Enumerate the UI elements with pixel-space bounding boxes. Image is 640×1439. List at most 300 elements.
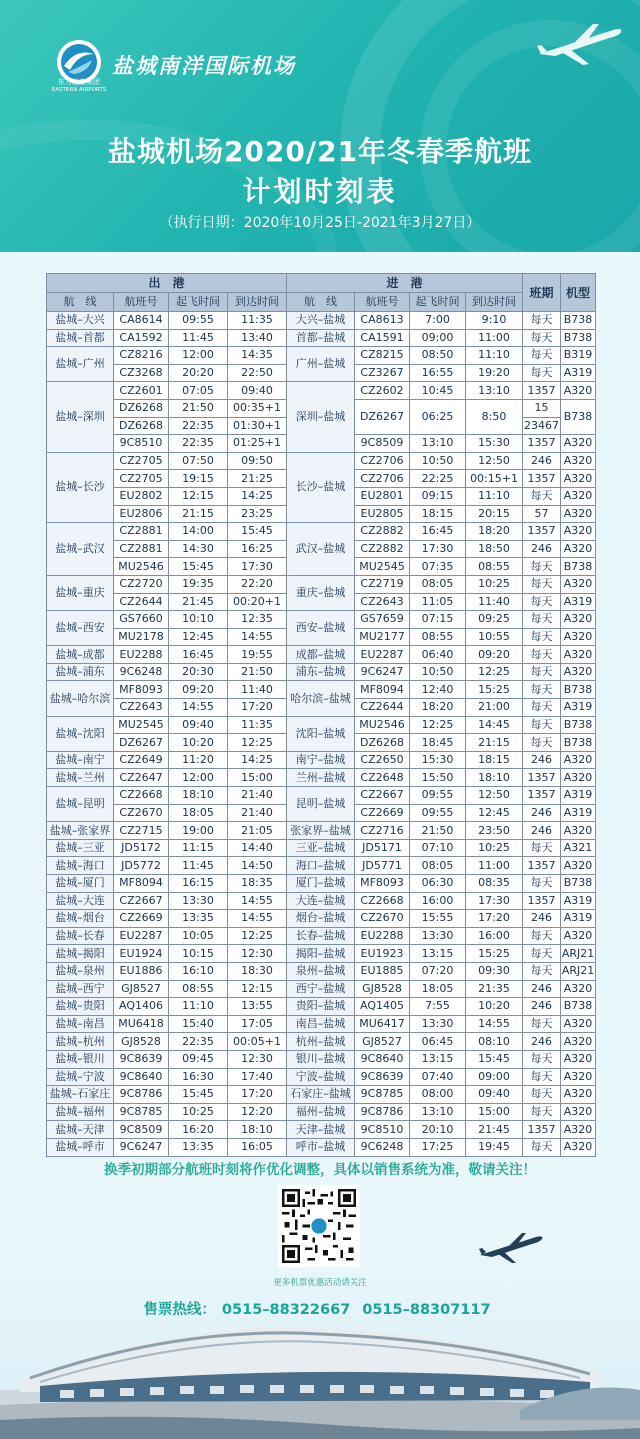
out-arr-time: 14:55 [228, 892, 287, 910]
schedule-days: 每天 [523, 487, 561, 505]
table-row [47, 1068, 596, 1086]
out-flight-number: CZ2667 [114, 892, 169, 910]
out-arr-time: 22:50 [228, 364, 287, 382]
out-dep-time: 10:15 [169, 945, 228, 963]
aircraft-type: A320 [561, 1050, 596, 1068]
out-arr-time: 11:35 [228, 716, 287, 734]
airplane-icon [478, 1225, 544, 1265]
out-dep-time: 18:05 [169, 804, 228, 822]
table-row [47, 575, 596, 593]
flight-schedule-table [46, 273, 596, 1157]
out-dep-time: 13:35 [169, 910, 228, 928]
out-flight-number: AQ1406 [114, 998, 169, 1016]
logo-caption [46, 78, 112, 94]
out-flight-number: EU1886 [114, 962, 169, 980]
out-flight-number: CZ2705 [114, 452, 169, 470]
out-flight-number: CZ2670 [114, 804, 169, 822]
out-route: 盐城–大连 [47, 892, 114, 910]
aircraft-type: A320 [561, 435, 596, 453]
in-dep-time: 17:30 [410, 540, 466, 558]
schedule-days: 每天 [523, 312, 561, 330]
schedule-days: 每天 [523, 575, 561, 593]
schedule-days: 每天 [523, 734, 561, 752]
aircraft-type: A320 [561, 523, 596, 541]
aircraft-type-header: 机型 [561, 274, 596, 312]
out-dep-time: 10:20 [169, 734, 228, 752]
aircraft-type: A319 [561, 892, 596, 910]
out-arr-time: 13:40 [228, 329, 287, 347]
aircraft-type: A320 [561, 663, 596, 681]
out-route: 盐城–深圳 [47, 382, 114, 452]
logo-caption-cn: 东方航空集团 [58, 78, 100, 86]
in-dep-time: 18:15 [410, 505, 466, 523]
out-arr-time: 01:30+1 [228, 417, 287, 435]
table-row [47, 839, 596, 857]
in-arr-time: 12:45 [466, 804, 523, 822]
aircraft-type: B738 [561, 998, 596, 1016]
in-route: 石家庄–盐城 [287, 1086, 355, 1104]
out-dep-time: 11:45 [169, 857, 228, 875]
out-arr-time: 14:25 [228, 751, 287, 769]
out-route: 盐城–南昌 [47, 1015, 114, 1033]
in-dep-time: 06:45 [410, 1033, 466, 1051]
out-route: 盐城–石家庄 [47, 1086, 114, 1104]
header-banner [0, 0, 640, 252]
out-arr-time: 21:05 [228, 822, 287, 840]
in-flight-number: EU2805 [355, 505, 410, 523]
out-arr-time: 14:55 [228, 910, 287, 928]
in-arr-time: 18:50 [466, 540, 523, 558]
in-flight-number: JD5771 [355, 857, 410, 875]
schedule-days: 每天 [523, 1103, 561, 1121]
out-flight-number: CZ8216 [114, 347, 169, 365]
in-route: 宁波–盐城 [287, 1068, 355, 1086]
in-arr-time: 10:25 [466, 575, 523, 593]
in-flight-number: CZ3267 [355, 364, 410, 382]
out-flight-number: 9C8510 [114, 435, 169, 453]
out-dep-time: 12:15 [169, 487, 228, 505]
in-route: 深圳–盐城 [287, 382, 355, 452]
schedule-days: 1357 [523, 1121, 561, 1139]
table-row [47, 523, 596, 541]
schedule-days: 246 [523, 804, 561, 822]
in-flight-number: MF8094 [355, 681, 410, 699]
out-arr-time: 18:10 [228, 1121, 287, 1139]
table-row [47, 1121, 596, 1139]
schedule-days: 每天 [523, 962, 561, 980]
out-dep-time: 22:35 [169, 417, 228, 435]
in-arr-time: 15:25 [466, 945, 523, 963]
in-route: 浦东–盐城 [287, 663, 355, 681]
ticket-hotline [0, 1298, 640, 1319]
out-flight-number: EU2802 [114, 487, 169, 505]
col-dep-time-out: 起飞时间 [169, 293, 228, 312]
out-dep-time: 16:20 [169, 1121, 228, 1139]
col-arr-time-in: 到达时间 [466, 293, 523, 312]
in-route: 西宁–盐城 [287, 980, 355, 998]
out-arr-time: 17:30 [228, 558, 287, 576]
aircraft-type: A320 [561, 1068, 596, 1086]
out-flight-number: 9C6248 [114, 663, 169, 681]
table-row [47, 382, 596, 400]
in-route: 杭州–盐城 [287, 1033, 355, 1051]
schedule-days: 每天 [523, 716, 561, 734]
in-arr-time: 13:10 [466, 382, 523, 400]
out-flight-number: DZ6267 [114, 734, 169, 752]
in-arr-time: 21:00 [466, 699, 523, 717]
table-row [47, 751, 596, 769]
in-route: 广州–盐城 [287, 347, 355, 382]
out-flight-number: MU2545 [114, 716, 169, 734]
out-arr-time: 12:25 [228, 927, 287, 945]
out-dep-time: 11:15 [169, 839, 228, 857]
schedule-days: 57 [523, 505, 561, 523]
in-route: 大连–盐城 [287, 892, 355, 910]
out-flight-number: 9C8786 [114, 1086, 169, 1104]
in-flight-number: 9C8640 [355, 1050, 410, 1068]
aircraft-type: B738 [561, 734, 596, 752]
in-flight-number: CZ2650 [355, 751, 410, 769]
in-arr-time: 11:00 [466, 329, 523, 347]
out-dep-time: 18:10 [169, 787, 228, 805]
out-route: 盐城–昆明 [47, 787, 114, 822]
out-dep-time: 16:45 [169, 646, 228, 664]
in-dep-time: 13:30 [410, 1015, 466, 1033]
in-dep-time: 07:20 [410, 962, 466, 980]
in-dep-time: 08:55 [410, 628, 466, 646]
schedule-days: 1357 [523, 857, 561, 875]
out-dep-time: 12:45 [169, 628, 228, 646]
in-dep-time: 12:40 [410, 681, 466, 699]
arrival-header: 进 港 [287, 274, 523, 293]
in-arr-time: 09:25 [466, 611, 523, 629]
in-dep-time: 09:15 [410, 487, 466, 505]
out-route: 盐城–宁波 [47, 1068, 114, 1086]
in-route: 武汉–盐城 [287, 523, 355, 576]
in-flight-number: GS7659 [355, 611, 410, 629]
in-dep-time: 16:55 [410, 364, 466, 382]
aircraft-type: A320 [561, 1103, 596, 1121]
in-dep-time: 08:50 [410, 347, 466, 365]
in-flight-number: 9C8785 [355, 1086, 410, 1104]
in-route: 福州–盐城 [287, 1103, 355, 1121]
out-route: 盐城–张家界 [47, 822, 114, 840]
out-flight-number: CZ2715 [114, 822, 169, 840]
schedule-days: 每天 [523, 364, 561, 382]
aircraft-type: B738 [561, 558, 596, 576]
in-flight-number: CZ2882 [355, 540, 410, 558]
in-dep-time: 12:25 [410, 716, 466, 734]
in-flight-number: GJ8528 [355, 980, 410, 998]
out-dep-time: 09:55 [169, 312, 228, 330]
aircraft-type: A320 [561, 1086, 596, 1104]
aircraft-type: A320 [561, 628, 596, 646]
hotline-label: 售票热线： [143, 1302, 216, 1318]
in-flight-number: CZ2670 [355, 910, 410, 928]
in-arr-time: 10:55 [466, 628, 523, 646]
out-route: 盐城–海口 [47, 857, 114, 875]
out-dep-time: 19:35 [169, 575, 228, 593]
in-route: 天津–盐城 [287, 1121, 355, 1139]
in-flight-number: 9C8786 [355, 1103, 410, 1121]
in-arr-time: 00:15+1 [466, 470, 523, 488]
out-dep-time: 20:30 [169, 663, 228, 681]
out-arr-time: 18:30 [228, 962, 287, 980]
qr-code-icon[interactable] [278, 1185, 360, 1267]
out-dep-time: 16:30 [169, 1068, 228, 1086]
aircraft-type: A319 [561, 699, 596, 717]
out-flight-number: MU2546 [114, 558, 169, 576]
in-arr-time: 21:15 [466, 734, 523, 752]
in-dep-time: 20:10 [410, 1121, 466, 1139]
in-dep-time: 06:30 [410, 875, 466, 893]
qr-caption: 更多机票优惠活动请关注 [273, 1278, 367, 1288]
schedule-days: 1357 [523, 769, 561, 787]
table-row [47, 927, 596, 945]
out-arr-time: 18:35 [228, 875, 287, 893]
aircraft-type: ARJ21 [561, 945, 596, 963]
out-flight-number: EU2806 [114, 505, 169, 523]
out-arr-time: 23:25 [228, 505, 287, 523]
out-dep-time: 09:40 [169, 716, 228, 734]
in-flight-number: CA8613 [355, 312, 410, 330]
schedule-days: 每天 [523, 611, 561, 629]
out-route: 盐城–首都 [47, 329, 114, 347]
out-route: 盐城–杭州 [47, 1033, 114, 1051]
in-route: 呼市–盐城 [287, 1138, 355, 1156]
in-arr-time: 09:30 [466, 962, 523, 980]
out-route: 盐城–三亚 [47, 839, 114, 857]
in-flight-number: CZ8215 [355, 347, 410, 365]
out-route: 盐城–银川 [47, 1050, 114, 1068]
in-route: 三亚–盐城 [287, 839, 355, 857]
out-arr-time: 12:30 [228, 945, 287, 963]
table-row [47, 962, 596, 980]
in-dep-time: 18:20 [410, 699, 466, 717]
out-arr-time: 21:40 [228, 787, 287, 805]
out-arr-time: 14:50 [228, 857, 287, 875]
in-dep-time: 07:35 [410, 558, 466, 576]
in-flight-number: CZ2648 [355, 769, 410, 787]
table-row [47, 1015, 596, 1033]
out-route: 盐城–天津 [47, 1121, 114, 1139]
out-arr-time: 00:35+1 [228, 399, 287, 417]
in-flight-number: CZ2643 [355, 593, 410, 611]
aircraft-type: A320 [561, 470, 596, 488]
out-route: 盐城–广州 [47, 347, 114, 382]
schedule-days: 1357 [523, 435, 561, 453]
in-dep-time: 16:00 [410, 892, 466, 910]
in-route: 泉州–盐城 [287, 962, 355, 980]
table-row [47, 787, 596, 805]
in-route: 重庆–盐城 [287, 575, 355, 610]
schedule-days: 每天 [523, 628, 561, 646]
out-route: 盐城–重庆 [47, 575, 114, 610]
table-row [47, 716, 596, 734]
out-flight-number: EU2288 [114, 646, 169, 664]
in-dep-time: 16:45 [410, 523, 466, 541]
in-route: 昆明–盐城 [287, 787, 355, 822]
out-dep-time: 12:00 [169, 347, 228, 365]
aircraft-type: A320 [561, 611, 596, 629]
out-route: 盐城–烟台 [47, 910, 114, 928]
table-row [47, 1138, 596, 1156]
aircraft-type: A320 [561, 1033, 596, 1051]
in-dep-time: 18:05 [410, 980, 466, 998]
in-arr-time: 18:10 [466, 769, 523, 787]
in-dep-time: 7:00 [410, 312, 466, 330]
in-dep-time: 15:30 [410, 751, 466, 769]
in-flight-number: JD5171 [355, 839, 410, 857]
out-arr-time: 19:55 [228, 646, 287, 664]
out-arr-time: 14:55 [228, 628, 287, 646]
in-arr-time: 12:50 [466, 787, 523, 805]
aircraft-type: A320 [561, 505, 596, 523]
phone-number-1[interactable]: 0515–88322667 [221, 1302, 351, 1318]
out-route: 盐城–大兴 [47, 312, 114, 330]
out-flight-number: MU2178 [114, 628, 169, 646]
aircraft-type: A319 [561, 910, 596, 928]
in-flight-number: CZ2644 [355, 699, 410, 717]
out-flight-number: 9C6247 [114, 1138, 169, 1156]
out-dep-time: 09:20 [169, 681, 228, 699]
in-dep-time: 7:55 [410, 998, 466, 1016]
table-row [47, 1103, 596, 1121]
schedule-days: 每天 [523, 699, 561, 717]
table-row [47, 822, 596, 840]
in-arr-time: 8:50 [466, 399, 523, 434]
out-dep-time: 11:20 [169, 751, 228, 769]
out-dep-time: 13:35 [169, 1138, 228, 1156]
table-row [47, 1050, 596, 1068]
out-dep-time: 15:45 [169, 1086, 228, 1104]
in-route: 长沙–盐城 [287, 452, 355, 522]
table-row [47, 769, 596, 787]
out-dep-time: 16:10 [169, 962, 228, 980]
in-route: 成都–盐城 [287, 646, 355, 664]
schedule-days: 每天 [523, 945, 561, 963]
in-route: 张家界–盐城 [287, 822, 355, 840]
out-flight-number: GJ8528 [114, 1033, 169, 1051]
in-arr-time: 17:30 [466, 892, 523, 910]
in-route: 兰州–盐城 [287, 769, 355, 787]
in-route: 西安–盐城 [287, 611, 355, 646]
aircraft-type: A320 [561, 1121, 596, 1139]
out-arr-time: 00:05+1 [228, 1033, 287, 1051]
in-dep-time: 08:05 [410, 857, 466, 875]
aircraft-type: A319 [561, 593, 596, 611]
in-dep-time: 07:10 [410, 839, 466, 857]
in-flight-number: CZ2882 [355, 523, 410, 541]
in-flight-number: CZ2719 [355, 575, 410, 593]
out-arr-time: 12:15 [228, 980, 287, 998]
out-arr-time: 15:00 [228, 769, 287, 787]
schedule-days: 1357 [523, 470, 561, 488]
in-arr-time: 14:55 [466, 1015, 523, 1033]
in-route: 大兴–盐城 [287, 312, 355, 330]
in-flight-number: 9C6248 [355, 1138, 410, 1156]
schedule-days: 每天 [523, 875, 561, 893]
out-flight-number: CZ3268 [114, 364, 169, 382]
out-arr-time: 17:05 [228, 1015, 287, 1033]
aircraft-type: A320 [561, 751, 596, 769]
schedule-days: 每天 [523, 1050, 561, 1068]
table-row [47, 663, 596, 681]
aircraft-type: A320 [561, 980, 596, 998]
in-dep-time: 22:25 [410, 470, 466, 488]
out-arr-time: 16:25 [228, 540, 287, 558]
schedule-days: 246 [523, 751, 561, 769]
in-dep-time: 08:00 [410, 1086, 466, 1104]
in-dep-time: 09:55 [410, 804, 466, 822]
schedule-days: 每天 [523, 1138, 561, 1156]
out-flight-number: CA1592 [114, 329, 169, 347]
in-flight-number: EU2288 [355, 927, 410, 945]
schedule-days: 每天 [523, 681, 561, 699]
aircraft-type: A321 [561, 839, 596, 857]
schedule-days: 246 [523, 1033, 561, 1051]
aircraft-type: A320 [561, 927, 596, 945]
in-arr-time: 09:00 [466, 1068, 523, 1086]
out-arr-time: 14:35 [228, 347, 287, 365]
schedule-days: 246 [523, 540, 561, 558]
out-route: 盐城–泉州 [47, 962, 114, 980]
out-flight-number: CZ2649 [114, 751, 169, 769]
out-flight-number: CZ2720 [114, 575, 169, 593]
out-route: 盐城–呼市 [47, 1138, 114, 1156]
aircraft-type: A320 [561, 575, 596, 593]
out-route: 盐城–长沙 [47, 452, 114, 522]
in-flight-number: CZ2668 [355, 892, 410, 910]
aircraft-type: B738 [561, 716, 596, 734]
out-arr-time: 21:50 [228, 663, 287, 681]
out-arr-time: 11:35 [228, 312, 287, 330]
in-arr-time: 12:50 [466, 452, 523, 470]
col-route-out: 航 线 [47, 293, 114, 312]
out-arr-time: 12:35 [228, 611, 287, 629]
table-row [47, 875, 596, 893]
out-flight-number: CA8614 [114, 312, 169, 330]
schedule-days: 1357 [523, 892, 561, 910]
in-route: 首都–盐城 [287, 329, 355, 347]
in-dep-time: 09:55 [410, 787, 466, 805]
out-route: 盐城–浦东 [47, 663, 114, 681]
out-dep-time: 10:25 [169, 1103, 228, 1121]
in-arr-time: 09:40 [466, 1086, 523, 1104]
aircraft-type: A320 [561, 452, 596, 470]
out-dep-time: 10:10 [169, 611, 228, 629]
in-flight-number: 9C8509 [355, 435, 410, 453]
schedule-days: 1357 [523, 787, 561, 805]
out-dep-time: 09:45 [169, 1050, 228, 1068]
table-row [47, 1086, 596, 1104]
in-arr-time: 15:30 [466, 435, 523, 453]
out-flight-number: CZ2669 [114, 910, 169, 928]
schedule-days: 246 [523, 452, 561, 470]
out-route: 盐城–哈尔滨 [47, 681, 114, 716]
in-arr-time: 16:00 [466, 927, 523, 945]
table-row [47, 646, 596, 664]
phone-number-2[interactable]: 0515–88307117 [362, 1302, 491, 1318]
out-route: 盐城–兰州 [47, 769, 114, 787]
schedule-days: 246 [523, 910, 561, 928]
out-route: 盐城–长春 [47, 927, 114, 945]
in-arr-time: 15:25 [466, 681, 523, 699]
in-arr-time: 11:40 [466, 593, 523, 611]
logo-caption-en: EASTERN AIRPORTS [51, 87, 107, 93]
out-flight-number: 9C8640 [114, 1068, 169, 1086]
out-arr-time: 09:50 [228, 452, 287, 470]
